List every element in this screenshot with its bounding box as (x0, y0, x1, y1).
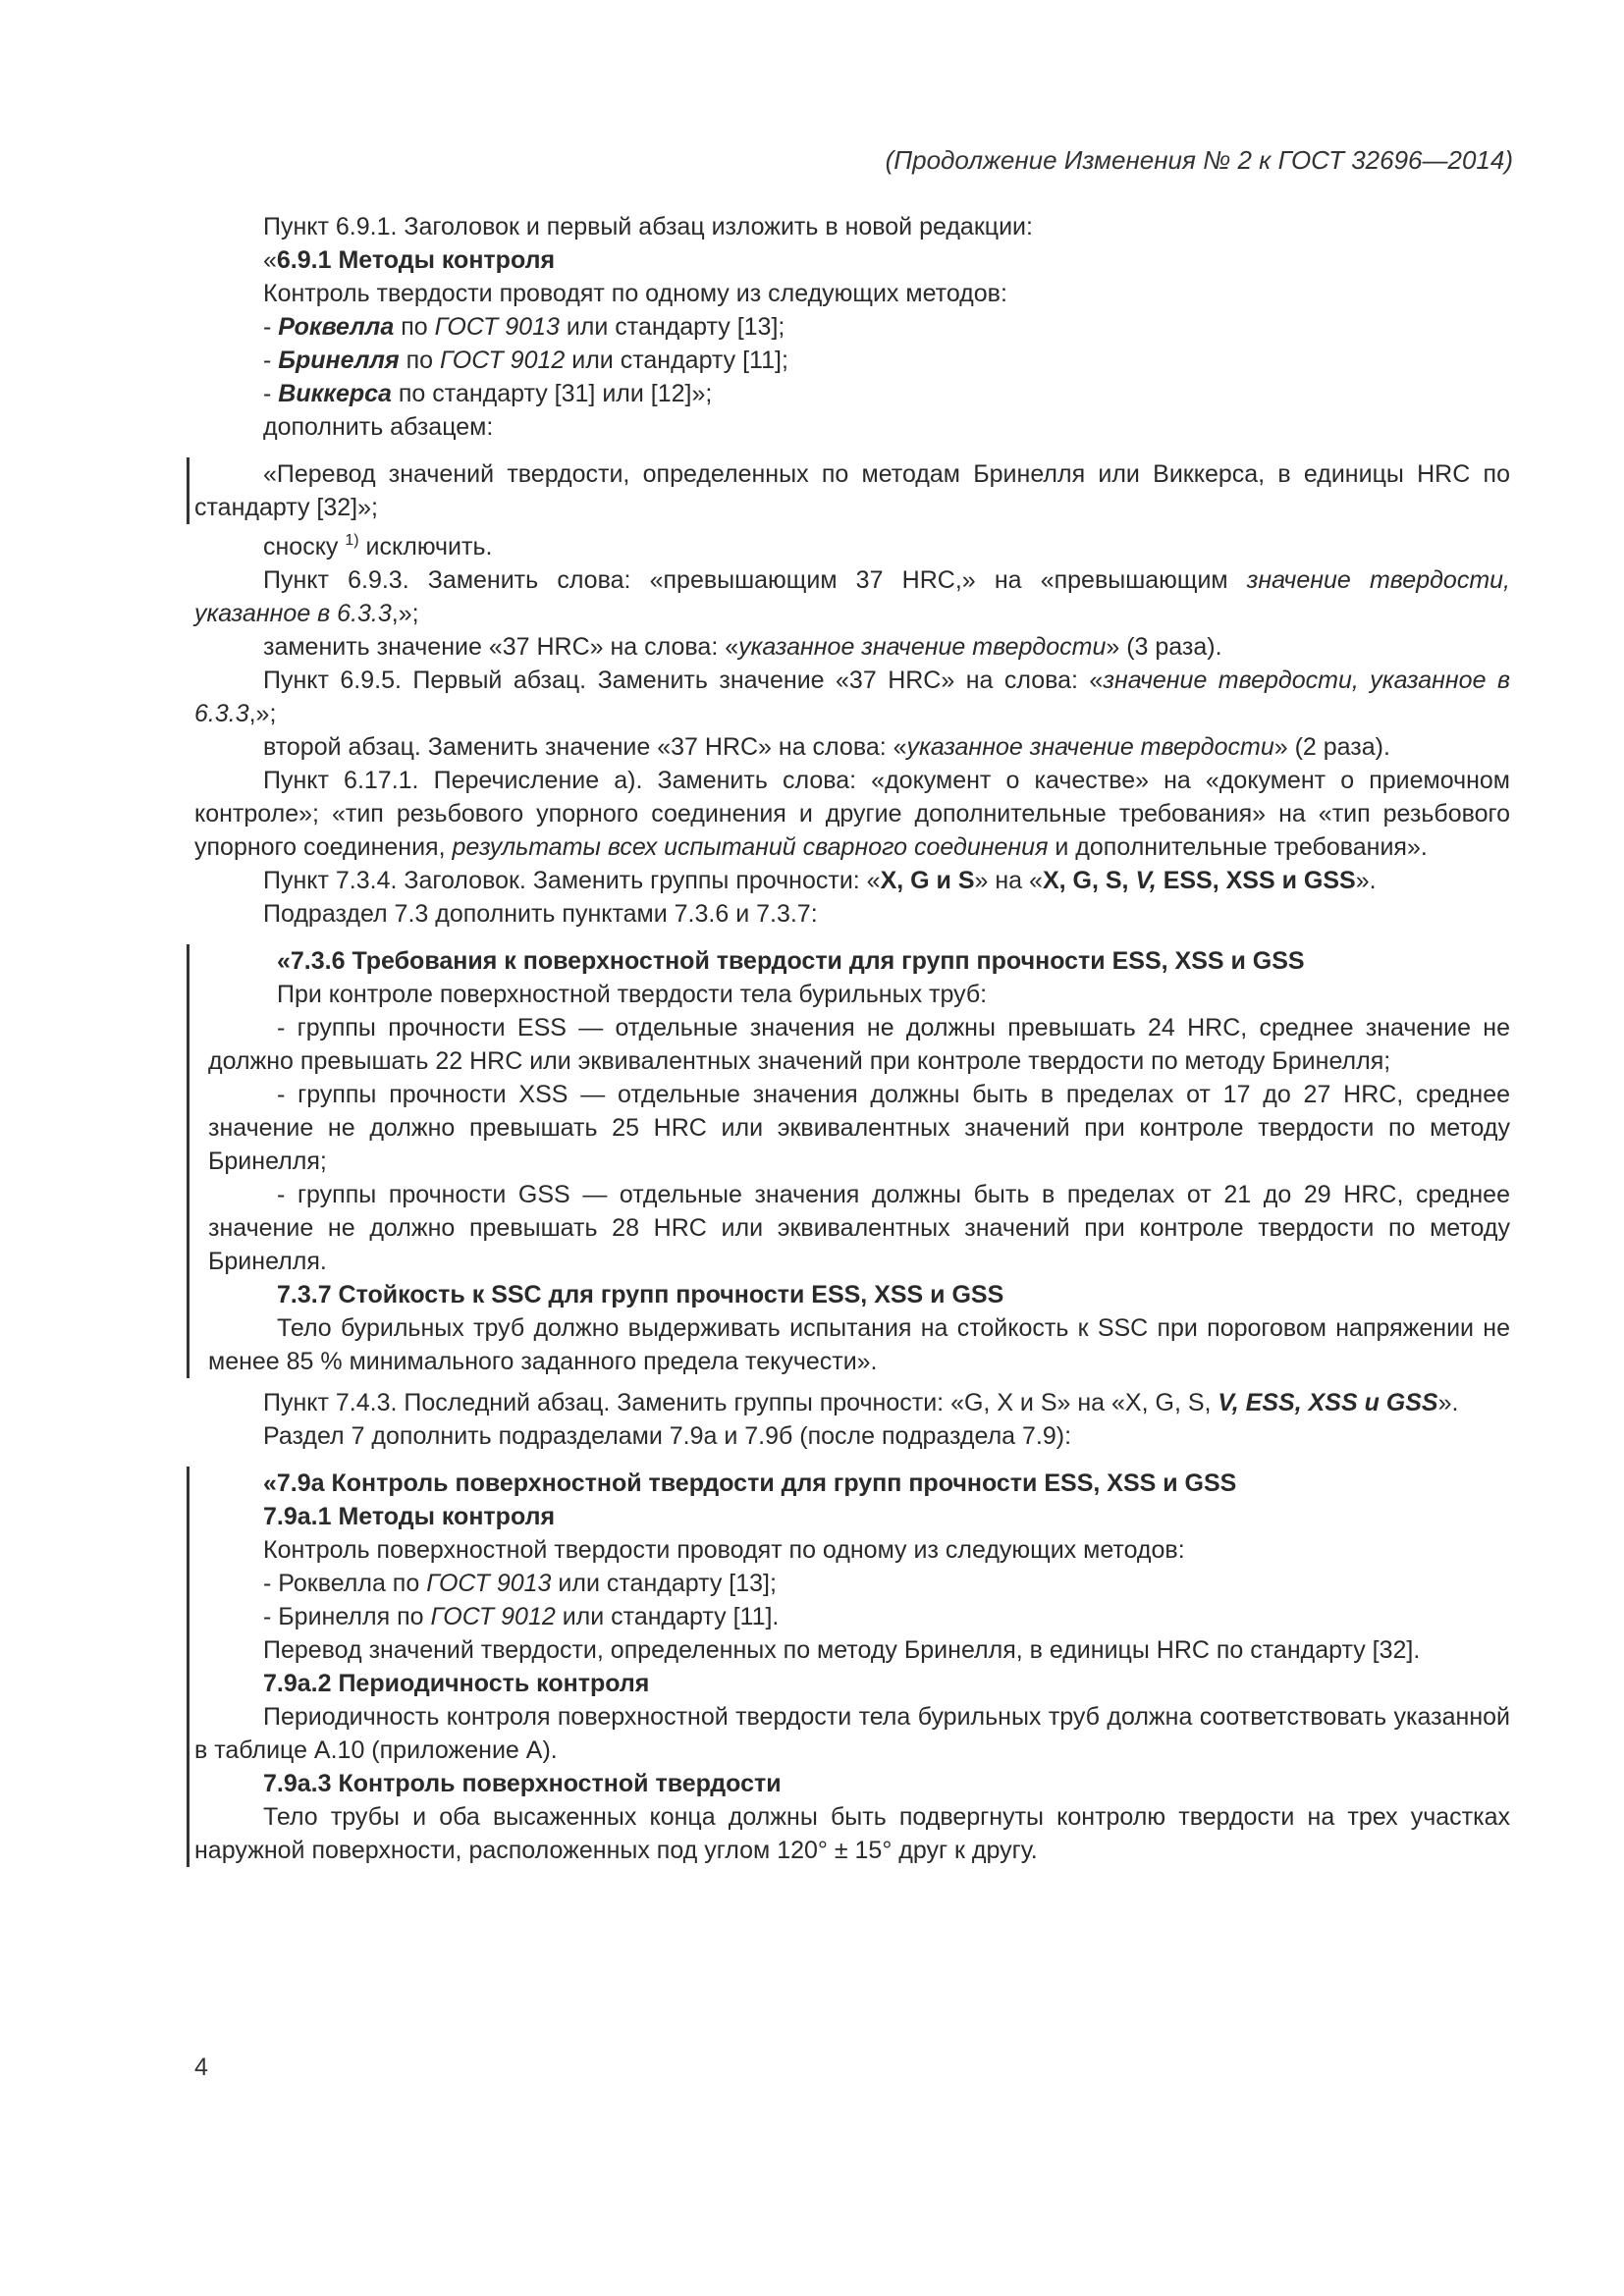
list-item-brinell: - Бринелля по ГОСТ 9012 или стандарту [11]; (263, 347, 788, 374)
paragraph-quote-conversion: «Перевод значений твердости, определенных по методам Бринелля или Виккерса, в единицы HRC по стандарту [32]»; (194, 460, 1510, 521)
heading-79a3: 7.9а.3 Контроль поверхностной твердости (263, 1770, 782, 1797)
list-item-gss: - группы прочности GSS — отдельные значения должны быть в пределах от 21 до 29 HRC, среднее значение не должно превышать 28 HRC или эквивалентных значений при контроле твердости по методу Бринелля. (208, 1181, 1510, 1275)
paragraph-736-intro: При контроле поверхностной твердости тела бурильных труб: (277, 981, 988, 1008)
heading-79a1: 7.9а.1 Методы контроля (263, 1503, 556, 1530)
change-block-1 (194, 457, 1510, 524)
paragraph-79a-body: Тело трубы и оба высаженных конца должны быть подвергнуты контролю твердости на трех участках наружной поверхности, расположенных под углом 120° ± 15° друг к другу. (194, 1803, 1510, 1864)
paragraph-79a-period: Периодичность контроля поверхностной твердости тела бурильных труб должна соответствовать указанной в таблице А.10 (приложение А). (194, 1703, 1510, 1764)
heading-79a: «7.9а Контроль поверхностной твердости для групп прочности ESS, XSS и GSS (263, 1469, 1237, 1497)
list-item-ess: - группы прочности ESS — отдельные значения не должны превышать 24 HRC, среднее значение не должно превышать 22 HRC или эквивалентных значений при контроле твердости по методу Бринелля; (208, 1014, 1510, 1075)
change-block-3 (194, 1467, 1510, 1867)
heading-79a2: 7.9а.2 Периодичность контроля (263, 1670, 650, 1697)
change-bar (187, 944, 189, 1378)
running-header: (Продолжение Изменения № 2 к ГОСТ 32696—2014) (885, 145, 1513, 175)
paragraph-footnote: сноску $^{1)}$ исключить. (263, 532, 493, 561)
paragraph-73-add: Подраздел 7.3 дополнить пунктами 7.3.6 и 7.3.7: (263, 900, 818, 928)
change-bar (187, 457, 189, 524)
list-item-79a-brinell: - Бринелля по ГОСТ 9012 или стандарту [11]. (263, 1603, 780, 1630)
list-item-xss: - группы прочности XSS — отдельные значения должны быть в пределах от 17 до 27 HRC, среднее значение не должно превышать 25 HRC или эквивалентных значений при контроле твердости по методу Бринелля; (208, 1081, 1510, 1175)
paragraph-replace-3: заменить значение «37 HRC» на слова: «указанное значение твердости» (3 раза). (263, 633, 1222, 661)
paragraph-691-intro: Пункт 6.9.1. Заголовок и первый абзац изложить в новой редакции: (263, 213, 1033, 240)
paragraph-79a-control: Контроль поверхностной твердости проводят по одному из следующих методов: (263, 1536, 1185, 1564)
paragraph-693: Пункт 6.9.3. Заменить слова: «превышающим 37 HRC,» на «превышающим значение твердости, указанное в 6.3.3,»; (194, 566, 1511, 627)
heading-736: «7.3.6 Требования к поверхностной твердости для групп прочности ESS, XSS и GSS (277, 947, 1305, 975)
change-block-2 (194, 944, 1510, 1378)
paragraph-control-methods: Контроль твердости проводят по одному из следующих методов: (263, 280, 1007, 307)
heading-737: 7.3.7 Стойкость к SSC для групп прочности ESS, XSS и GSS (277, 1281, 1004, 1308)
paragraph-ssc: Тело бурильных труб должно выдерживать испытания на стойкость к SSC при пороговом напряжении не менее 85 % минимального заданного предела текучести». (208, 1314, 1510, 1375)
paragraph-second: второй абзац. Заменить значение «37 HRC» на слова: «указанное значение твердости» (2 раза). (263, 733, 1390, 761)
paragraph-section7-add: Раздел 7 дополнить подразделами 7.9а и 7.9б (после подраздела 7.9): (263, 1422, 1072, 1450)
list-item-rockwell: - Роквелла по ГОСТ 9013 или стандарту [13]; (263, 313, 785, 341)
page-number: 4 (194, 2054, 208, 2081)
change-bar (187, 1467, 189, 1867)
paragraph-6171: Пункт 6.17.1. Перечисление а). Заменить слова: «документ о качестве» на «документ о приемочном контроле»; «тип резьбового упорного соединения и другие дополнительные требования» на «тип резьбового упорного соединения, результаты всех испытаний сварного соединения и дополнительные требования». (194, 767, 1510, 861)
paragraph-695: Пункт 6.9.5. Первый абзац. Заменить значение «37 HRC» на слова: «значение твердости, указанное в 6.3.3,»; (194, 667, 1510, 727)
heading-691: «6.9.1 Методы контроля (263, 246, 556, 274)
paragraph-add-intro: дополнить абзацем: (263, 413, 494, 441)
paragraph-743: Пункт 7.4.3. Последний абзац. Заменить группы прочности: «G, X и S» на «X, G, S, V, ESS, XSS и GSS». (263, 1389, 1459, 1416)
paragraph-79a-convert: Перевод значений твердости, определенных по методу Бринелля, в единицы HRC по стандарту [32]. (263, 1636, 1421, 1664)
document-body (194, 210, 1510, 1867)
list-item-79a-rockwell: - Роквелла по ГОСТ 9013 или стандарту [13]; (263, 1570, 777, 1597)
paragraph-734: Пункт 7.3.4. Заголовок. Заменить группы прочности: «X, G и S» на «X, G, S, V, ESS, XSS и GSS». (263, 867, 1377, 894)
list-item-vickers: - Виккерса по стандарту [31] или [12]»; (263, 380, 713, 407)
